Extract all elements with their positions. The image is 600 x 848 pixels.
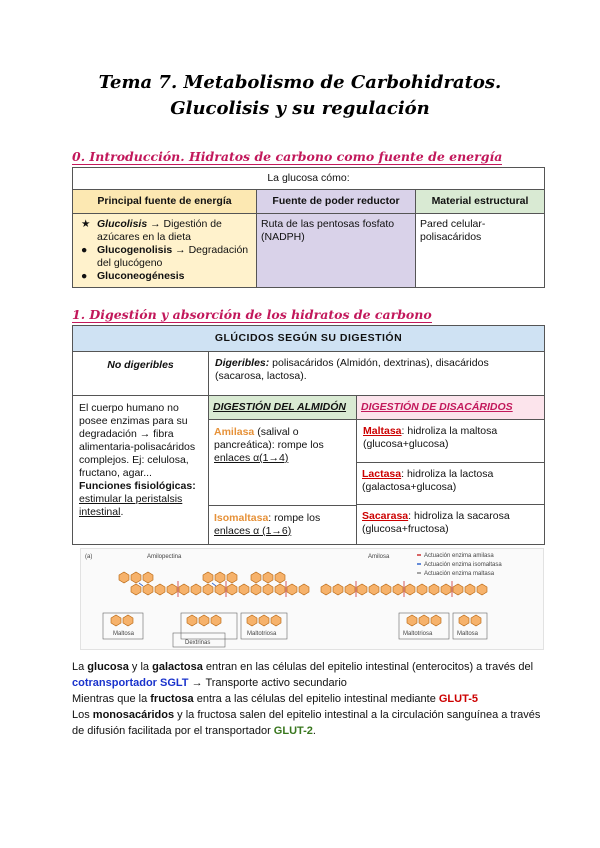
digestion-table: [72, 325, 545, 545]
maltosa-label-right: Maltosa: [457, 631, 479, 637]
panel-label: (a): [85, 554, 93, 560]
maltotriosa-label-right: Maltotriosa: [403, 631, 433, 637]
no-digeribles-label: No digeribles: [73, 352, 209, 396]
amilosa-label: Amilosa: [368, 554, 390, 560]
maltotriosa-label-left: Maltotriosa: [247, 631, 277, 637]
digeribles-cell: Digeribles: polisacáridos (Almidón, dextrinas), disacáridos (sacarosa, lactosa).: [209, 352, 545, 396]
header-reducing-power: Fuente de poder reductor: [257, 190, 416, 214]
figure-drawing: [81, 549, 545, 651]
maltosa-label-left: Maltosa: [113, 631, 135, 637]
glucose-uses-table: [72, 167, 545, 288]
maltasa-cell: Maltasa: hidroliza la maltosa (glucosa+glucosa): [357, 420, 545, 463]
almidon-heading: DIGESTIÓN DEL ALMIDÓN: [209, 396, 357, 420]
svg-text:Actuación enzima isomaltasa: Actuación enzima isomaltasa: [424, 562, 502, 568]
section-heading-intro: 0. Introducción. Hidratos de carbono como fuente de energía: [72, 149, 503, 164]
starch-digestion-figure: [80, 548, 544, 650]
almidon-cell: Amilasa (salival o pancreática): rompe los enlaces α(1→4) Isomaltasa: rompe los enlaces α (1→6): [209, 420, 357, 545]
list-item: ● Glucogenolisis → Degradación del glucógeno: [81, 244, 249, 269]
star-icon: ★: [81, 218, 91, 230]
amilopectina-label: Amilopectina: [147, 554, 182, 560]
product-residues: [111, 615, 481, 626]
bullet-icon: ●: [81, 244, 88, 256]
energy-source-cell: [73, 214, 257, 288]
svg-text:Actuación enzima amilasa: Actuación enzima amilasa: [424, 553, 494, 559]
table-caption: La glucosa cómo:: [73, 168, 545, 190]
list-item: ★ Glucolisis → Digestión de azúcares en la dieta: [81, 218, 222, 243]
absorption-paragraph: La glucosa y la galactosa entran en las células del epitelio intestinal (enterocitos) a través del cotransportador SGLT → Transporte activo secundario Mientras que la fructosa entra a las células del epitelio intestinal mediante GLUT-5 Los monosacáridos y la fructosa salen del epitelio intestinal a la circulación sanguínea a través de difusión facilitada por el transportador GLUT-2.: [72, 661, 541, 737]
header-energy-source: Principal fuente de energía: [73, 190, 257, 214]
structural-cell: Pared celular-polisacáridos: [416, 214, 545, 288]
header-structural: Material estructural: [416, 190, 545, 214]
page-title: Tema 7. Metabolismo de Carbohidratos. Glucolisis y su regulación: [98, 72, 502, 119]
digestion-table-head: GLÚCIDOS SEGÚN SU DIGESTIÓN: [73, 326, 545, 352]
list-item: ● Gluconeogénesis: [81, 270, 185, 282]
svg-text:Actuación enzima maltasa: Actuación enzima maltasa: [424, 571, 495, 577]
lactasa-sacarasa-cell: Lactasa: hidroliza la lactosa (galactosa+glucosa) Sacarasa: hidroliza la sacarosa (glucosa+fructosa): [357, 463, 545, 545]
figure-legend: [417, 553, 502, 577]
no-digeribles-description: El cuerpo humano no posee enzimas para su degradación → fibra alimentaria-polisacáridos complejos. Ej: celulosa, fructano, agar... Funciones fisiológicas: estimular la peristalsis intestinal.: [73, 396, 209, 545]
bullet-icon: ●: [81, 270, 88, 282]
dextrinas-label: Dextrinas: [185, 640, 211, 646]
disacaridos-heading: DIGESTIÓN DE DISACÁRIDOS: [357, 396, 545, 420]
section-heading-digestion: 1. Digestión y absorción de los hidratos de carbono: [72, 307, 432, 322]
amilopectina-chain: [119, 572, 309, 595]
reducing-power-cell: Ruta de las pentosas fosfato (NADPH): [257, 214, 416, 288]
